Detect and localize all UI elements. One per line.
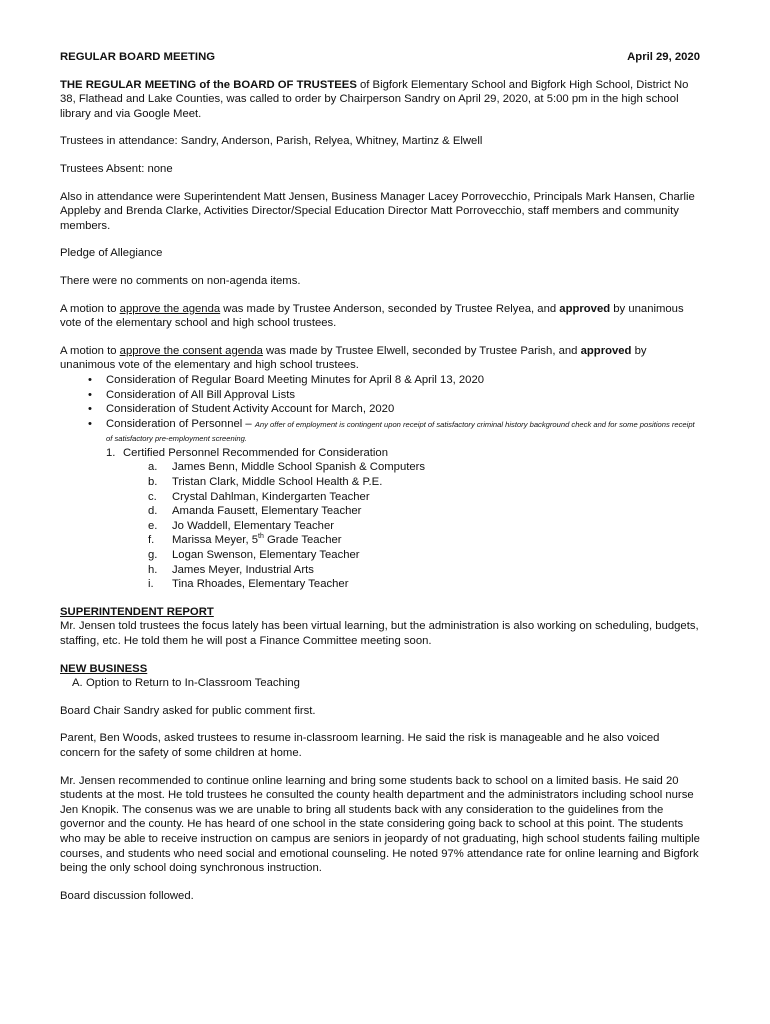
approve-agenda-link: approve the agenda <box>119 302 221 315</box>
consent-list <box>60 373 700 446</box>
motion-text: by unanimous vote of the elementary school and high school trustees. <box>60 302 684 330</box>
item-text: Tina Rhoades, Elementary Teacher <box>172 578 349 591</box>
item-text: Grade Teacher <box>263 534 342 547</box>
ordinal-suffix: th <box>258 533 264 541</box>
intro-paragraph <box>60 78 700 122</box>
item-letter: a. <box>148 461 158 474</box>
also-attending: Also in attendance were Superintendent Matt Jensen, Business Manager Lacey Porrovecchio, Principals Mark Hansen, Charlie Appleby and Brenda Clarke, Activities Director/Special Education Director Matt Porrovecchio, staff members and community members. <box>60 190 695 232</box>
item-text: Marissa Meyer, 5 <box>172 534 259 547</box>
minutes-page <box>60 50 700 903</box>
list-item <box>148 504 700 519</box>
item-letter: c. <box>148 490 157 503</box>
item-letter: e. <box>148 519 158 532</box>
discussion-line: Board discussion followed. <box>60 889 194 902</box>
approve-consent-link: approve the consent agenda <box>119 344 263 357</box>
item-text: Amanda Fausett, Elementary Teacher <box>172 505 362 518</box>
absent-line: Trustees Absent: none <box>60 162 173 175</box>
list-item <box>148 519 700 534</box>
item-letter: b. <box>148 476 158 489</box>
motion-text: was made by Trustee Elwell, seconded by Trustee Parish, and <box>262 344 581 357</box>
item-letter: A. <box>72 677 83 690</box>
group-number: 1. <box>106 446 116 459</box>
list-item <box>148 548 700 563</box>
group-title: Certified Personnel Recommended for Consideration <box>123 446 388 459</box>
list-item: • Consideration of Regular Board Meeting Minutes for April 8 & April 13, 2020 <box>88 373 700 388</box>
item-text: James Meyer, Industrial Arts <box>172 563 314 576</box>
pledge-line: Pledge of Allegiance <box>60 247 163 260</box>
list-item <box>148 475 700 490</box>
item-letter: f. <box>148 534 155 547</box>
list-item <box>148 563 700 578</box>
list-item <box>148 490 700 505</box>
motion-agenda <box>60 302 700 331</box>
public-comment-line: Board Chair Sandry asked for public comment first. <box>60 704 316 717</box>
personnel-note: Any offer of employment is contingent upon receipt of satisfactory criminal history background check and for some positions receipt of satisfactory pre-employment screening. <box>106 419 695 444</box>
page-header <box>60 50 700 65</box>
motion-text: by unanimous vote of the elementary and high school trustees. <box>60 344 647 372</box>
personnel-group <box>60 446 700 461</box>
list-item: • Consideration of Student Activity Account for March, 2020 <box>88 402 700 417</box>
approved-label: approved <box>559 302 611 315</box>
list-item <box>148 533 700 548</box>
item-text: Option to Return to In-Classroom Teaching <box>86 677 300 690</box>
new-business-heading: NEW BUSINESS <box>60 662 148 675</box>
item-text: Tristan Clark, Middle School Health & P.E. <box>172 476 383 489</box>
list-item: • Consideration of All Bill Approval Lists <box>88 388 700 403</box>
intro-lead: THE REGULAR MEETING of the BOARD OF TRUSTEES <box>60 78 357 91</box>
item-letter: h. <box>148 563 158 576</box>
personnel-label: Consideration of Personnel – <box>106 417 255 430</box>
approved-label: approved <box>580 344 632 357</box>
superintendent-heading: SUPERINTENDENT REPORT <box>60 605 214 618</box>
motion-consent <box>60 344 700 373</box>
item-text: Jo Waddell, Elementary Teacher <box>172 519 335 532</box>
item-text: James Benn, Middle School Spanish & Computers <box>172 461 426 474</box>
list-item <box>148 577 700 592</box>
comments-line: There were no comments on non-agenda items. <box>60 274 301 287</box>
jensen-recommendation: Mr. Jensen recommended to continue online learning and bring some students back to school on a limited basis. He said 20 students at the most. He told trustees he consulted the county health department and the administrators including school nurse Jen Knopik. The consenus was we are unable to bring all students back with any consideration to the guidelines from the governor and the county. He has heard of one school in the state considering going back to school at this point. The students who may be able to receive instruction on campus are seniors in jeopardy of not graduating, high school students failing multiple courses, and students who need social and emotional counseling. He noted 97% attendance rate for online learning and Bigfork being the only school doing synchronous instruction. <box>60 774 700 875</box>
item-letter: i. <box>148 578 154 591</box>
personnel-list <box>60 460 700 591</box>
intro-text: of Bigfork Elementary School and Bigfork High School, District No 38, Flathead and Lake Counties, was called to order by Chairperson Sandry on April 29, 2020, at 5:00 pm in the high school library and via Google Meet. <box>60 78 689 120</box>
item-text: Logan Swenson, Elementary Teacher <box>172 549 360 562</box>
item-text: Crystal Dahlman, Kindergarten Teacher <box>172 490 370 503</box>
item-letter: d. <box>148 505 158 518</box>
motion-text: was made by Trustee Anderson, seconded by Trustee Relyea, and <box>220 302 560 315</box>
list-item <box>88 417 700 446</box>
motion-text: A motion to <box>60 344 120 357</box>
list-item <box>148 460 700 475</box>
document-title: REGULAR BOARD MEETING <box>60 51 216 63</box>
meeting-date: April 29, 2020 <box>627 51 700 63</box>
new-business-item <box>60 676 700 691</box>
parent-comment: Parent, Ben Woods, asked trustees to resume in-classroom learning. He said the risk is manageable and he also voiced concern for the safety of some children at home. <box>60 732 660 759</box>
item-letter: g. <box>148 549 158 562</box>
attendance-line: Trustees in attendance: Sandry, Anderson, Parish, Relyea, Whitney, Martinz & Elwell <box>60 135 483 148</box>
superintendent-text: Mr. Jensen told trustees the focus lately has been virtual learning, but the administration is also working on scheduling, budgets, staffing, etc. He told them he will post a Finance Committee meeting soon. <box>60 620 699 647</box>
motion-text: A motion to <box>60 302 120 315</box>
